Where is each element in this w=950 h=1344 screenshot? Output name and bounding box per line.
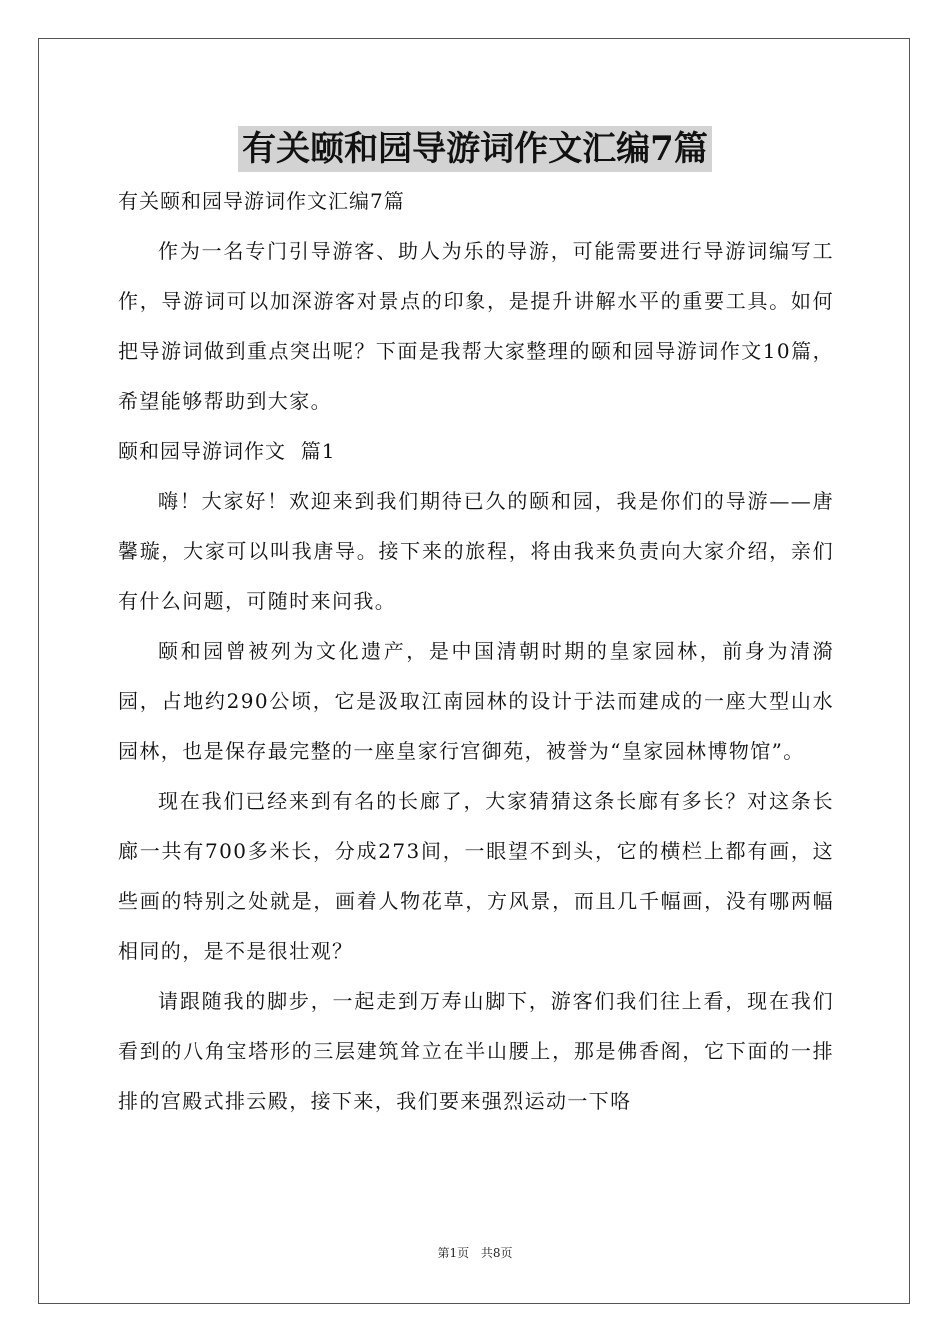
section-paragraph-3: 现在我们已经来到有名的长廊了，大家猜猜这条长廊有多长？对这条长廊一共有700多米长，分成273间，一眼望不到头，它的横栏上都有画，这些画的特别之处就是，画着人物花草，方风景，而且几千幅画，没有哪两幅相同的，是不是很壮观？ <box>118 789 834 963</box>
document-body <box>118 176 834 1126</box>
document-subtitle: 有关颐和园导游词作文汇编7篇 <box>118 189 405 213</box>
section-paragraph-4: 请跟随我的脚步，一起走到万寿山脚下，游客们我们往上看，现在我们看到的八角宝塔形的三层建筑耸立在半山腰上，那是佛香阁，它下面的一排排的宫殿式排云殿，接下来，我们要来强烈运动一下咯 <box>118 989 834 1113</box>
document-title: 有关颐和园导游词作文汇编7篇 <box>238 126 712 172</box>
page-footer <box>0 1244 950 1261</box>
section-paragraph-2: 颐和园曾被列为文化遗产，是中国清朝时期的皇家园林，前身为清漪园，占地约290公顷，它是汲取江南园林的设计于法而建成的一座大型山水园林，也是保存最完整的一座皇家行宫御苑，被誉为“皇家园林博物馆”。 <box>118 639 834 763</box>
page-number: 第1页 <box>437 1246 470 1260</box>
intro-paragraph: 作为一名专门引导游客、助人为乐的导游，可能需要进行导游词编写工作，导游词可以加深游客对景点的印象，是提升讲解水平的重要工具。如何把导游词做到重点突出呢？下面是我帮大家整理的颐和园导游词作文10篇，希望能够帮助到大家。 <box>118 239 834 413</box>
section-heading: 颐和园导游词作文 篇1 <box>118 439 336 463</box>
section-paragraph-1: 嗨！大家好！欢迎来到我们期待已久的颐和园，我是你们的导游——唐馨璇，大家可以叫我唐导。接下来的旅程，将由我来负责向大家介绍，亲们有什么问题，可随时来问我。 <box>118 489 834 613</box>
title-container <box>0 126 950 172</box>
page-total: 共8页 <box>480 1246 513 1260</box>
